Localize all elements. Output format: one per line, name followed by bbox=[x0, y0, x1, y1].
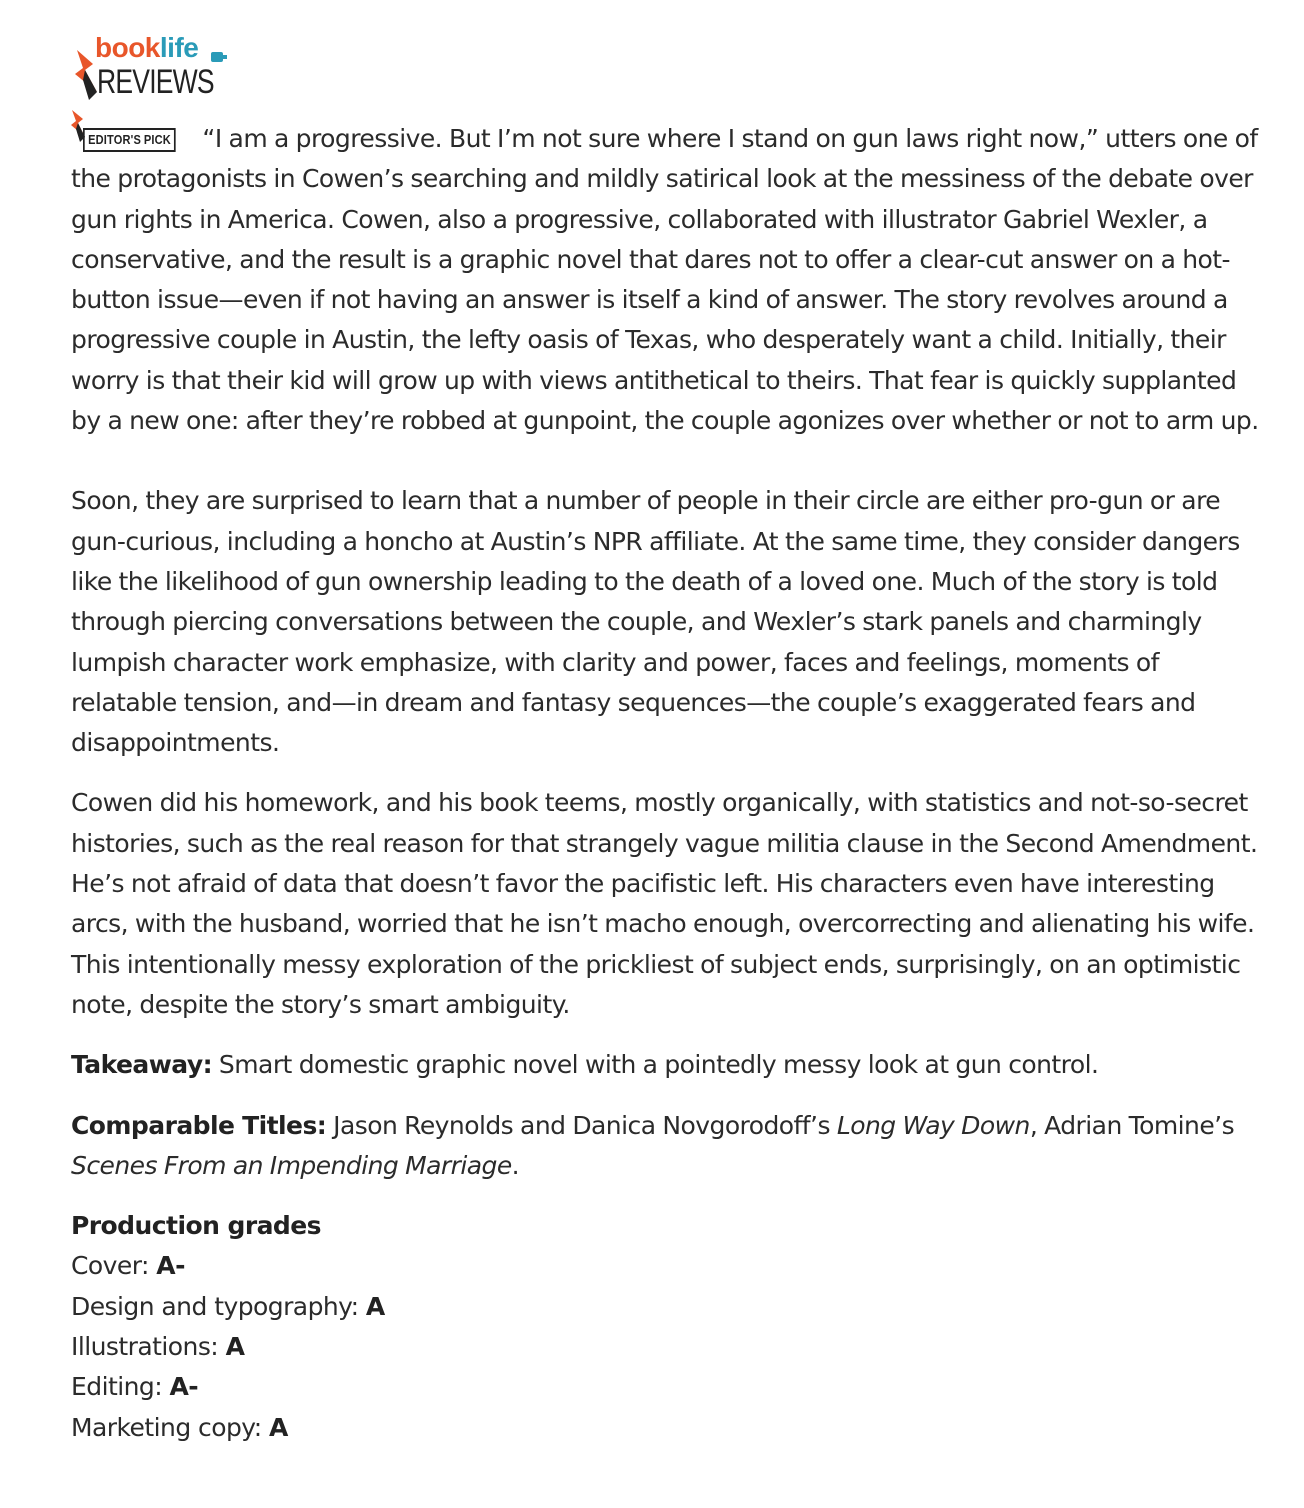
comparable-text: , Adrian Tomine’s bbox=[1029, 1110, 1235, 1140]
takeaway-label: Takeaway: bbox=[71, 1050, 213, 1080]
review-page bbox=[71, 32, 1271, 1448]
takeaway bbox=[71, 1045, 1271, 1085]
review-paragraph: Cowen did his homework, and his book teems, mostly organically, with statistics and not-so-secret histories, such as the real reason for that strangely vague militia clause in the Second Amendment. He’s not afraid of data that doesn’t favor the pacifistic left. His characters even have interesting arcs, with the husband, worried that he isn’t macho enough, overcorrecting and alienating his wife. This intentionally messy exploration of the prickliest of subject ends, surprisingly, on an optimistic note, despite the story’s smart ambiguity. bbox=[71, 788, 1258, 1019]
editors-pick-badge bbox=[71, 116, 192, 147]
comparable-titles bbox=[71, 1106, 1271, 1187]
lightning-bolt-icon bbox=[71, 50, 97, 100]
grade-row bbox=[71, 1408, 1271, 1448]
grade-label: Cover: bbox=[71, 1251, 157, 1281]
grade-value: A- bbox=[156, 1251, 185, 1281]
logo-reviews-text: REVIEWS bbox=[97, 63, 214, 101]
comparable-title: Long Way Down bbox=[836, 1110, 1030, 1140]
grade-value: A bbox=[365, 1291, 385, 1321]
grade-label: Design and typography: bbox=[71, 1291, 366, 1321]
grade-row bbox=[71, 1367, 1271, 1407]
grade-label: Illustrations: bbox=[71, 1332, 226, 1362]
comparable-text: . bbox=[511, 1150, 520, 1180]
grade-value: A bbox=[225, 1332, 245, 1362]
grade-row bbox=[71, 1287, 1271, 1327]
comparable-text: Jason Reynolds and Danica Novgorodoff’s bbox=[326, 1110, 837, 1140]
booklife-reviews-logo bbox=[71, 32, 231, 104]
grade-label: Marketing copy: bbox=[71, 1412, 269, 1442]
paragraph-text: “I am a progressive. But I’m not sure where I stand on gun laws right now,” utters one of the protagonists in Cowen’s searching and mildly satirical look at the messiness of the debate over gun rights in America. Cowen, also a progressive, collaborated with illustrator Gabriel Wexler, a conservative, and the result is a graphic novel that dares not to offer a clear-cut answer on a hot-button issue—even if not having an answer is itself a kind of answer. The story revolves around a progressive couple in Austin, the lefty oasis of Texas, who desperately want a child. Initially, their worry is that their kid will grow up with views antithetical to theirs. That fear is quickly supplanted by a new one: after they’re robbed at gunpoint, the couple agonizes over whether or not to arm up. bbox=[71, 124, 1259, 436]
logo-brand: booklife bbox=[95, 32, 199, 63]
grade-value: A- bbox=[169, 1372, 199, 1402]
plug-icon bbox=[211, 52, 223, 62]
comparable-label: Comparable Titles: bbox=[71, 1110, 327, 1140]
comparable-title: Scenes From an Impending Marriage bbox=[71, 1150, 512, 1180]
grade-row bbox=[71, 1327, 1271, 1367]
grades-heading: Production grades bbox=[71, 1211, 322, 1241]
grade-value: A bbox=[269, 1412, 288, 1442]
takeaway-text: Smart domestic graphic novel with a pointedly messy look at gun control. bbox=[212, 1050, 1099, 1080]
grade-row bbox=[71, 1246, 1271, 1286]
review-paragraph bbox=[71, 116, 1271, 441]
review-body bbox=[71, 116, 1271, 1186]
review-paragraph: Soon, they are surprised to learn that a number of people in their circle are either pro-gun or are gun-curious, including a honcho at Austin’s NPR affiliate. At the same time, they consider dangers like the likelihood of gun ownership leading to the death of a loved one. Much of the story is told through piercing conversations between the couple, and Wexler’s stark panels and charmingly lumpish character work emphasize, with clarity and power, faces and feelings, moments of relatable tension, and—in dream and fantasy sequences—the couple’s exaggerated fears and disappointments. bbox=[71, 486, 1240, 758]
production-grades bbox=[71, 1206, 1271, 1448]
editors-pick-label: EDITOR'S PICK bbox=[83, 128, 176, 152]
grade-label: Editing: bbox=[71, 1372, 170, 1402]
